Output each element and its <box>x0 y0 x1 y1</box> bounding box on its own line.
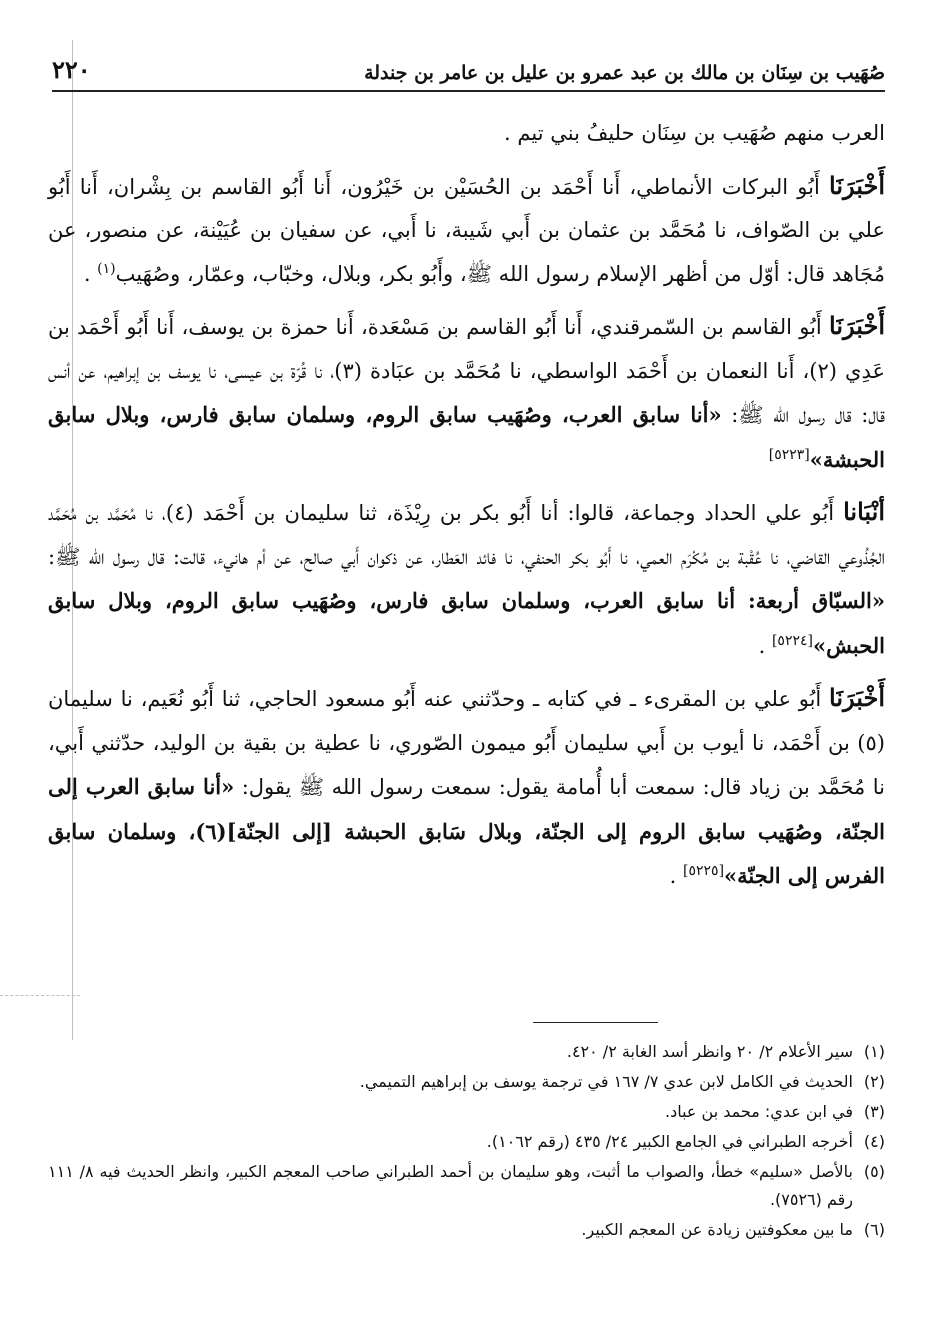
paragraph-end: . <box>669 864 684 888</box>
scan-mark <box>0 995 80 996</box>
footnote-text: سير الأعلام ٢/ ٢٠ وانظر أسد الغابة ٢/ ٤٢٠. <box>566 1042 853 1061</box>
footnote <box>48 1038 885 1066</box>
footnotes <box>48 1038 885 1246</box>
footnote <box>48 1068 885 1096</box>
running-title: صُهَيب بن سِنَان بن مالك بن عبد عمرو بن عليل بن عامر بن جندلة <box>364 62 885 84</box>
hadith-number: [٥٢٢٤] <box>771 632 813 649</box>
hadith-quote: «السبّاق أربعة: أنا سابق العرب، وسلمان سابق فارس، وصُهَيب سابق الروم، وبلال سابق الحبش» <box>48 588 885 658</box>
footnote-text: أخرجه الطبراني في الجامع الكبير ٢٤/ ٤٣٥ (رقم ١٠٦٢). <box>486 1132 853 1151</box>
paragraph <box>48 676 885 899</box>
footnote-text: في ابن عدي: محمد بن عباد. <box>665 1102 853 1121</box>
paragraph-lead: أَخْبَرَنَا <box>829 170 885 200</box>
paragraph-text: أَبُو القاسم بن السّمرقندي، أَنا أَبُو القاسم بن مَسْعَدة، أَنا حمزة بن يوسف، أَنا أَبُو أَحْمَد بن عَدِي (٢)، أَنا النعمان بن أَحْمَد الواسطي، نا مُحَمَّد بن عبَادة (٣)، نا قُرّة بن عيسى، نا يوسف بن إبراهيم، عن أنس قال: قال رسول الله ﷺ: <box>48 315 885 427</box>
paragraph-text: أَبُو البركات الأنماطي، أَنا أَحْمَد بن الحُسَيْن بن خَيْرُون، أَنا أَبُو القاسم بن بِشْران، أَنا أَبُو علي بن الصّواف، نا مُحَمَّد بن عثمان بن أَبي شَيبة، نا أَبي، عن سفيان بن عُيَيْنة، عن منصور، عن مُجَاهد قال: أوّل من أظهر الإسلام رسول الله ﷺ، وأَبُو بكر، وبلال، وخبّاب، وعمّار، وصُهَيب <box>48 174 885 286</box>
footnote-ref: (١) <box>97 260 116 277</box>
footnote-number: (٣) <box>863 1102 885 1121</box>
paragraph-end: . <box>83 261 98 286</box>
paragraph-lead: أنْبَانا <box>843 497 885 526</box>
hadith-quote: «أنا سابق العرب، وصُهَيب سابق الروم، وسلمان سابق فارس، وبلال سابق الحبشة» <box>48 402 885 472</box>
footnote-separator <box>533 1022 658 1023</box>
main-text <box>48 110 885 907</box>
footnote <box>48 1098 885 1126</box>
footnote-number: (٢) <box>863 1072 885 1091</box>
footnote <box>48 1158 885 1214</box>
paragraph <box>48 304 885 482</box>
paragraph-text: أَبُو علي الحداد وجماعة، قالوا: أنا أَبُو بكر بن رِيْذَة، ثنا سليمان بن أَحْمَد (٤)، نا مُحَمَّد بن مُحَمَّد الجُذُوعي القاضي، نا عُقْبة بن مُكْرَم العمي، نا أَبُو بكر الحنفي، نا فائد العَطار، عن ذكوان أَبي صالح، عن أم هانيء، قالت: قال رسول الله ﷺ: <box>48 501 885 569</box>
paragraph-text: أَبُو علي بن المقرىء ـ في كتابه ـ وحدّثني عنه أَبُو مسعود الحاجي، ثنا أَبُو نُعَيم، نا سليمان (٥) بن أَحْمَد، نا أيوب بن أَبي سليمان أَبُو ميمون الصّوري، نا عطية بن بقية بن الوليد، حدّثني أَبي، نا مُحَمَّد بن زياد قال: سمعت أبا أُمامة يقول: سمعت رسول الله ﷺ يقول: <box>48 687 885 799</box>
paragraph-lead: أَخْبَرَنَا <box>829 311 885 340</box>
paragraph-text: العرب منهم صُهَيب بن سِنَان حليفُ بني تيم . <box>504 121 885 145</box>
paragraph <box>48 110 885 156</box>
paragraph <box>48 164 885 297</box>
paragraph <box>48 490 885 668</box>
footnote-number: (٦) <box>863 1220 885 1239</box>
footnote-number: (٥) <box>863 1162 885 1181</box>
footnote-number: (٤) <box>863 1132 885 1151</box>
footnote <box>48 1216 885 1244</box>
footnote-text: الحديث في الكامل لابن عدي ٧/ ١٦٧ في ترجمة يوسف بن إبراهيم التميمي. <box>359 1072 853 1091</box>
hadith-number: [٥٢٢٥] <box>683 863 725 879</box>
page-header <box>52 46 885 92</box>
footnote <box>48 1128 885 1156</box>
footnote-number: (١) <box>863 1042 885 1061</box>
footnote-text: ما بين معكوفتين زيادة عن المعجم الكبير. <box>581 1220 853 1239</box>
paragraph-end: . <box>758 633 772 658</box>
paragraph-lead: أَخْبَرَنَا <box>829 683 885 712</box>
hadith-quote: «أنا سابق العرب إلى الجنّة، وصُهَيب سابق الروم إلى الجنّة، وبلال سَابق الحبشة [إلى الجنّة](٦)، وسلمان سابق الفرس إلى الجنّة» <box>48 774 885 888</box>
page-number: ٢٢٠ <box>52 55 91 84</box>
footnote-text: بالأصل «سليم» خطأ، والصواب ما أثبت، وهو سليمان بن أحمد الطبراني صاحب المعجم الكبير، وانظر الحديث فيه ٨/ ١١١ رقم (٧٥٢٦). <box>48 1162 853 1209</box>
hadith-number: [٥٢٢٣] <box>768 446 810 463</box>
